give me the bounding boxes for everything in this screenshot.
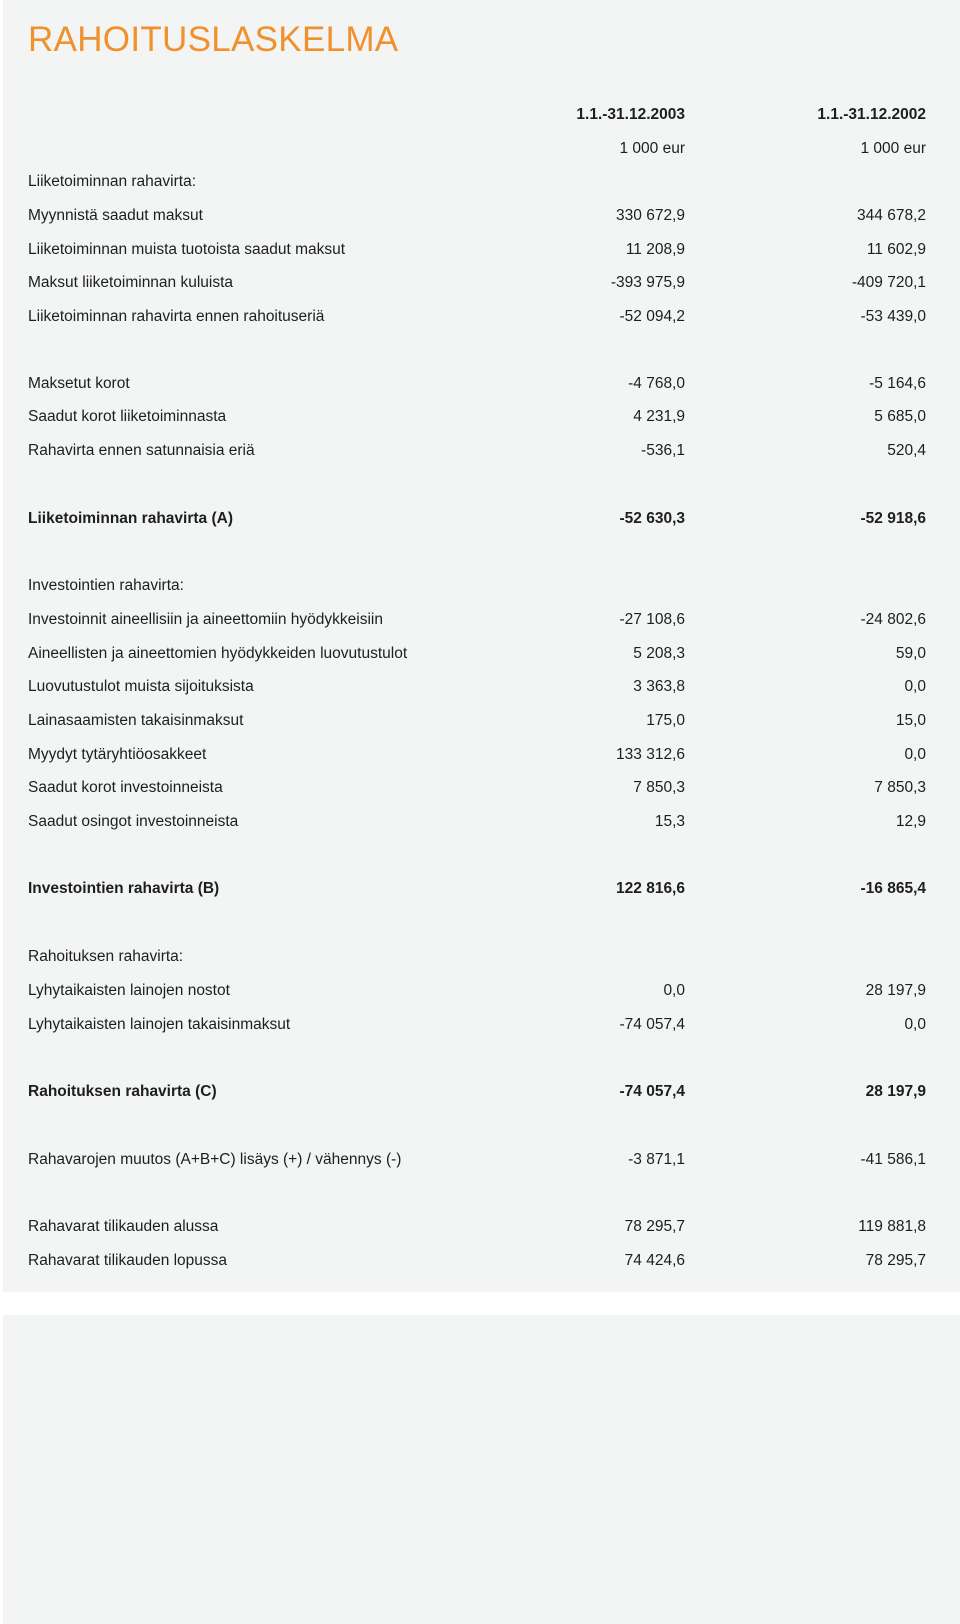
row-value-2002: 5 685,0 bbox=[874, 408, 926, 425]
row-value-2002: 7 850,3 bbox=[874, 779, 926, 796]
table-row bbox=[0, 405, 960, 429]
row-label: Saadut korot investoinneista bbox=[28, 779, 223, 796]
row-label: Maksetut korot bbox=[28, 375, 130, 392]
row-value-2003: -393 975,9 bbox=[610, 274, 685, 291]
row-value-2003: 0,0 bbox=[663, 982, 685, 999]
row-value-2003: 3 363,8 bbox=[633, 678, 685, 695]
row-label: Lainasaamisten takaisinmaksut bbox=[28, 712, 244, 729]
row-value-2002: 119 881,8 bbox=[858, 1218, 926, 1235]
row-value-2003: 7 850,3 bbox=[633, 779, 685, 796]
table-row bbox=[0, 743, 960, 767]
section-heading-financing bbox=[0, 945, 960, 969]
empty-panel bbox=[3, 1315, 960, 1624]
row-value-2002: -5 164,6 bbox=[869, 375, 926, 392]
table-row bbox=[0, 1215, 960, 1239]
row-value-2003: -27 108,6 bbox=[619, 611, 685, 628]
table-row bbox=[0, 372, 960, 396]
row-value-2002: 78 295,7 bbox=[865, 1252, 926, 1269]
unit-1-header: 1 000 eur bbox=[619, 140, 685, 157]
row-label: Investointien rahavirta: bbox=[28, 577, 184, 594]
table-row bbox=[0, 204, 960, 228]
row-value-2003: -4 768,0 bbox=[628, 375, 685, 392]
row-value-2002: -16 865,4 bbox=[860, 880, 926, 897]
row-value-2003: 175,0 bbox=[646, 712, 685, 729]
table-row bbox=[0, 1249, 960, 1273]
row-value-2002: -53 439,0 bbox=[860, 308, 926, 325]
row-value-2002: 11 602,9 bbox=[866, 241, 926, 258]
unit-2-header: 1 000 eur bbox=[860, 140, 926, 157]
row-value-2003: -3 871,1 bbox=[628, 1151, 685, 1168]
table-row bbox=[0, 1013, 960, 1037]
row-value-2003: 11 208,9 bbox=[625, 241, 685, 258]
row-label: Lyhytaikaisten lainojen nostot bbox=[28, 982, 230, 999]
row-value-2003: 78 295,7 bbox=[624, 1218, 685, 1235]
table-row bbox=[0, 675, 960, 699]
subtotal-row-c bbox=[0, 1080, 960, 1104]
row-label: Liiketoiminnan rahavirta: bbox=[28, 173, 197, 190]
row-value-2002: 12,9 bbox=[895, 813, 926, 830]
row-label: Aineellisten ja aineettomien hyödykkeiden luovutustulot bbox=[28, 645, 408, 662]
row-label: Rahavarat tilikauden lopussa bbox=[28, 1252, 228, 1269]
row-value-2003: 15,3 bbox=[654, 813, 685, 830]
row-value-2002: 0,0 bbox=[904, 1016, 926, 1033]
row-label: Rahoituksen rahavirta: bbox=[28, 948, 184, 965]
row-value-2003: 122 816,6 bbox=[616, 880, 685, 897]
row-value-2003: 133 312,6 bbox=[616, 746, 685, 763]
row-label: Rahoituksen rahavirta (C) bbox=[28, 1083, 217, 1100]
row-label: Investoinnit aineellisiin ja aineettomiin hyödykkeisiin bbox=[28, 611, 383, 628]
row-value-2002: 28 197,9 bbox=[865, 1083, 926, 1100]
row-label: Liiketoiminnan rahavirta (A) bbox=[28, 510, 233, 527]
table-row bbox=[0, 810, 960, 834]
net-change-row bbox=[0, 1148, 960, 1172]
table-row bbox=[0, 979, 960, 1003]
period-header-row bbox=[0, 103, 960, 127]
row-value-2002: 15,0 bbox=[895, 712, 926, 729]
row-value-2003: -536,1 bbox=[641, 442, 685, 459]
row-value-2002: -409 720,1 bbox=[851, 274, 926, 291]
row-label: Rahavirta ennen satunnaisia eriä bbox=[28, 442, 255, 459]
section-heading-investing bbox=[0, 574, 960, 598]
row-label: Rahavarojen muutos (A+B+C) lisäys (+) / vähennys (-) bbox=[28, 1151, 402, 1168]
row-label: Investointien rahavirta (B) bbox=[28, 880, 220, 897]
row-value-2003: 4 231,9 bbox=[633, 408, 685, 425]
row-value-2003: 74 424,6 bbox=[624, 1252, 685, 1269]
row-value-2003: -52 094,2 bbox=[619, 308, 685, 325]
table-row bbox=[0, 271, 960, 295]
row-label: Myynnistä saadut maksut bbox=[28, 207, 203, 224]
row-value-2002: 520,4 bbox=[887, 442, 926, 459]
row-value-2003: -52 630,3 bbox=[619, 510, 685, 527]
page-title: RAHOITUSLASKELMA bbox=[28, 20, 399, 59]
row-value-2003: 5 208,3 bbox=[633, 645, 685, 662]
row-value-2003: 330 672,9 bbox=[616, 207, 685, 224]
table-row bbox=[0, 608, 960, 632]
row-label: Saadut osingot investoinneista bbox=[28, 813, 239, 830]
section-heading-operating bbox=[0, 170, 960, 194]
period-1-header: 1.1.-31.12.2003 bbox=[576, 106, 685, 123]
row-value-2003: -74 057,4 bbox=[619, 1083, 685, 1100]
row-value-2002: -52 918,6 bbox=[860, 510, 926, 527]
row-label: Myydyt tytäryhtiöosakkeet bbox=[28, 746, 207, 763]
row-value-2002: 28 197,9 bbox=[865, 982, 926, 999]
row-value-2002: 344 678,2 bbox=[857, 207, 926, 224]
row-value-2002: 59,0 bbox=[895, 645, 926, 662]
subtotal-row-a bbox=[0, 507, 960, 531]
unit-header-row bbox=[0, 137, 960, 161]
row-label: Maksut liiketoiminnan kuluista bbox=[28, 274, 234, 291]
row-label: Liiketoiminnan rahavirta ennen rahoituseriä bbox=[28, 308, 325, 325]
subtotal-row-b bbox=[0, 877, 960, 901]
table-row bbox=[0, 709, 960, 733]
row-value-2002: 0,0 bbox=[904, 746, 926, 763]
row-value-2003: -74 057,4 bbox=[619, 1016, 685, 1033]
row-label: Rahavarat tilikauden alussa bbox=[28, 1218, 219, 1235]
table-row bbox=[0, 642, 960, 666]
row-label: Liiketoiminnan muista tuotoista saadut maksut bbox=[28, 241, 346, 258]
row-label: Saadut korot liiketoiminnasta bbox=[28, 408, 227, 425]
period-2-header: 1.1.-31.12.2002 bbox=[817, 106, 926, 123]
table-row bbox=[0, 439, 960, 463]
row-value-2002: 0,0 bbox=[904, 678, 926, 695]
row-label: Luovutustulot muista sijoituksista bbox=[28, 678, 254, 695]
row-value-2002: -41 586,1 bbox=[860, 1151, 926, 1168]
table-row bbox=[0, 305, 960, 329]
row-label: Lyhytaikaisten lainojen takaisinmaksut bbox=[28, 1016, 291, 1033]
table-row bbox=[0, 776, 960, 800]
row-value-2002: -24 802,6 bbox=[860, 611, 926, 628]
table-row bbox=[0, 238, 960, 262]
